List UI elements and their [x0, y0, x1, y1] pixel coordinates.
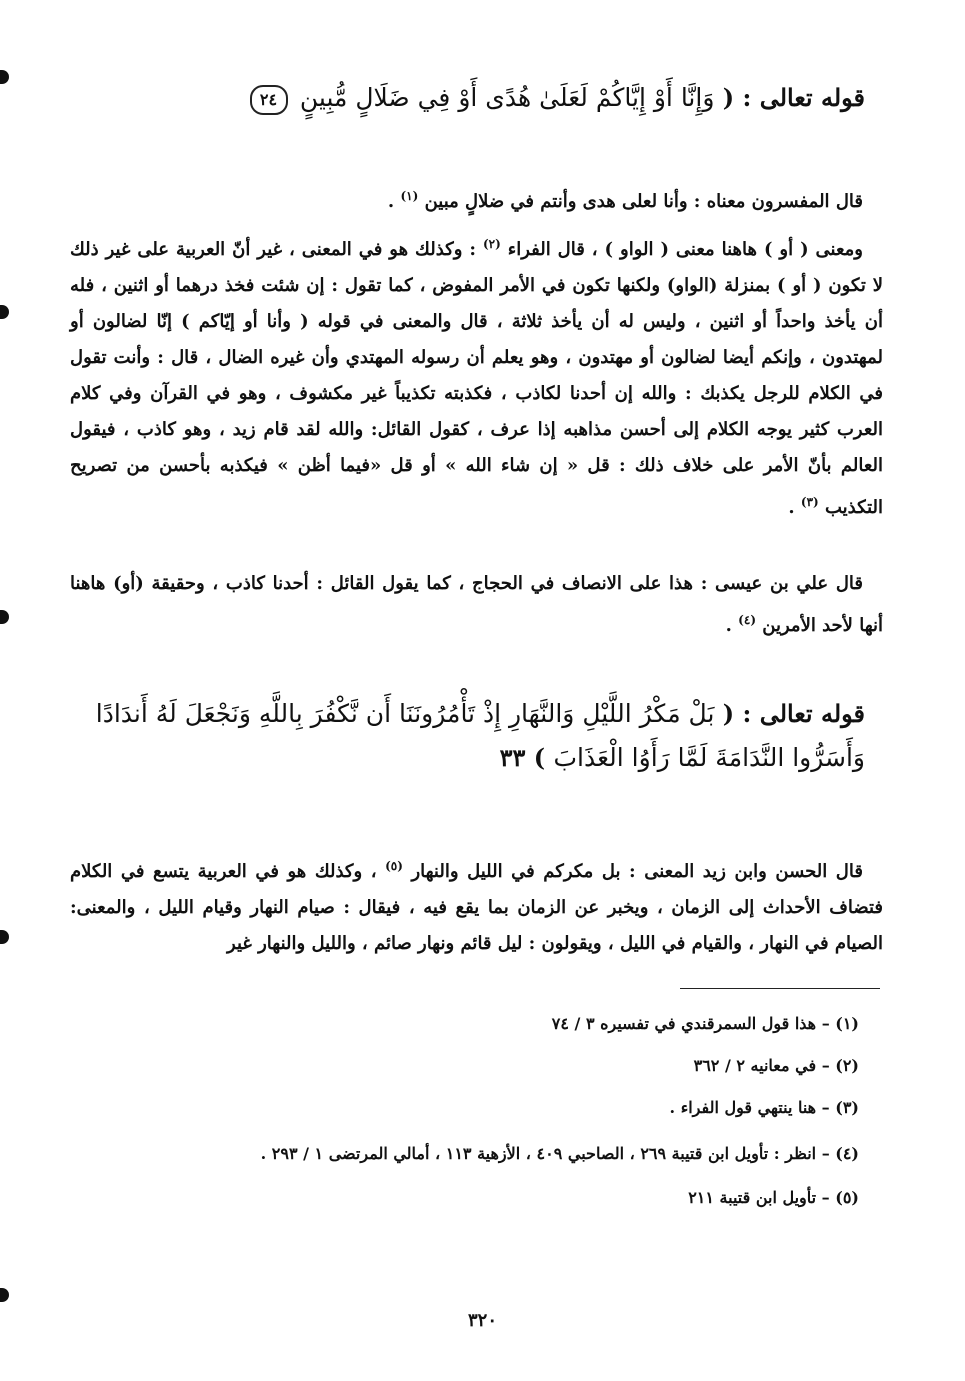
paragraph-3 [70, 566, 883, 644]
footnote-3: (٣) – هنا ينتهي قول الفراء . [669, 1098, 859, 1117]
footnote-ref: (٤) [738, 613, 756, 627]
footnote-ref: (١) [400, 189, 419, 203]
paragraph-2 [70, 226, 883, 526]
binding-mark [0, 610, 9, 624]
binding-mark [0, 930, 9, 944]
paragraph-text: ومعنى ( أو ) هاهنا معنى ( الواو ) ، قال الفراء [507, 239, 863, 260]
paragraph-4 [70, 848, 883, 962]
paragraph-text: : وكذلك هو في المعنى ، غير أنّ العربية على غير ذلك لا تكون ( أو ) بمنزلة (الواو) ولكنها تكون في الأمر المفوض ، كما تقول : إن شئت فخذ درهما أو اثنين ، فله أن يأخذ واحداً أو اثنين ، وليس له أن يأخذ ثلاثة ، قال والمعنى في قوله ( وأنا أو إيّاكم ) إنّا لضالون أو لمهتدون ، وإنكم أيضا لضالون أو مهتدون ، وهو يعلم أن رسوله المهتدي وأن غيره الضال ، قال : وأنت تقول في الكلام للرجل يكذبك : والله إن أحدنا لكاذب ، فكذبته تكذيباً غير مكشوف ، وهو في القرآن وفي كلام العرب كثير يوجه الكلام إلى أحسن مذاهبه إذا عرف ، كقول القائل: والله لقد قام زيد ، وهو كاذب ، فيقول العالم بأنّ الأمر على خلاف ذلك : قل « إن شاء الله » أو قل «فيما أظن » فيكذبه بأحسن من تصريح التكذيب [70, 239, 883, 518]
verse-heading-2 [60, 692, 865, 780]
footnote-5: (٥) – تأويل ابن قتيبة ٢١١ [688, 1188, 859, 1207]
verse-lead: قوله تعالى : ( [722, 83, 865, 112]
paragraph-text: قال علي بن عيسى : هذا على الانصاف في الحجاج ، كما يقول القائل : أحدنا كاذب ، وحقيقة (أو) هاهنا أنها لأحد الأمرين [70, 573, 883, 636]
quran-verse-text: وَإِنَّا أَوْ إِيَّاكُمْ لَعَلَىٰ هُدًى أَوْ فِي ضَلَالٍ مُّبِينٍ [299, 83, 715, 112]
page-number: ٣٢٠ [467, 1310, 497, 1331]
binding-mark [0, 70, 9, 84]
footnote-ref: (٣) [800, 495, 819, 509]
punctuation: . [387, 191, 401, 212]
verse-lead: قوله تعالى : ( [722, 699, 865, 728]
paragraph-text: قال الحسن وابن زيد المعنى : بل مكركم في الليل والنهار [411, 861, 863, 882]
ayah-number-badge: ٢٤ [250, 85, 288, 115]
footnote-4: (٤) – انظر : تأويل ابن قتيبة ٢٦٩ ، الصاحبي ٤٠٩ ، الأزهية ١١٣ ، أمالي المرتضى ١ / ٢٩٣ . [260, 1144, 859, 1163]
footnote-ref: (٢) [482, 237, 501, 251]
punctuation: . [788, 497, 801, 518]
punctuation: . [725, 615, 739, 636]
verse-heading-1 [60, 76, 865, 120]
verse-close-paren: ) [533, 743, 546, 772]
footnote-separator [680, 988, 880, 989]
footnote-2: (٢) – في معانيه ٢ / ٣٦٢ [693, 1056, 859, 1075]
ayah-number: ٣٣ [499, 743, 526, 772]
quran-verse-text: بَلْ مَكْرُ اللَّيْلِ وَالنَّهَارِ إِذْ تَأْمُرُونَنَا أَن نَّكْفُرَ بِاللَّهِ وَنَجْعَلَ لَهُ أَندَادًا وَأَسَرُّوا النَّدَامَةَ لَمَّا رَأَوُا الْعَذَابَ [95, 699, 865, 772]
binding-mark [0, 1288, 9, 1302]
paragraph-text: ، وكذلك هو في العربية يتسع في الكلام فتضاف الأحداث إلى الزمان ، ويخبر عن الزمان بما يقع فيه ، فيقال : صيام النهار وقيام الليل ، والمعنى: الصيام في النهار ، والقيام في الليل ، ويقولون : ليل قائم ونهار صائم ، والليل والنهار غير [70, 861, 883, 954]
paragraph-1 [70, 178, 883, 220]
binding-mark [0, 305, 9, 319]
footnote-ref: (٥) [385, 859, 403, 873]
paragraph-text: قال المفسرون معناه : وأنا لعلى هدى وأنتم في ضلالٍ مبين [424, 191, 863, 212]
footnote-1: (١) – هذا قول السمرقندي في تفسيره ٣ / ٧٤ [551, 1014, 859, 1033]
